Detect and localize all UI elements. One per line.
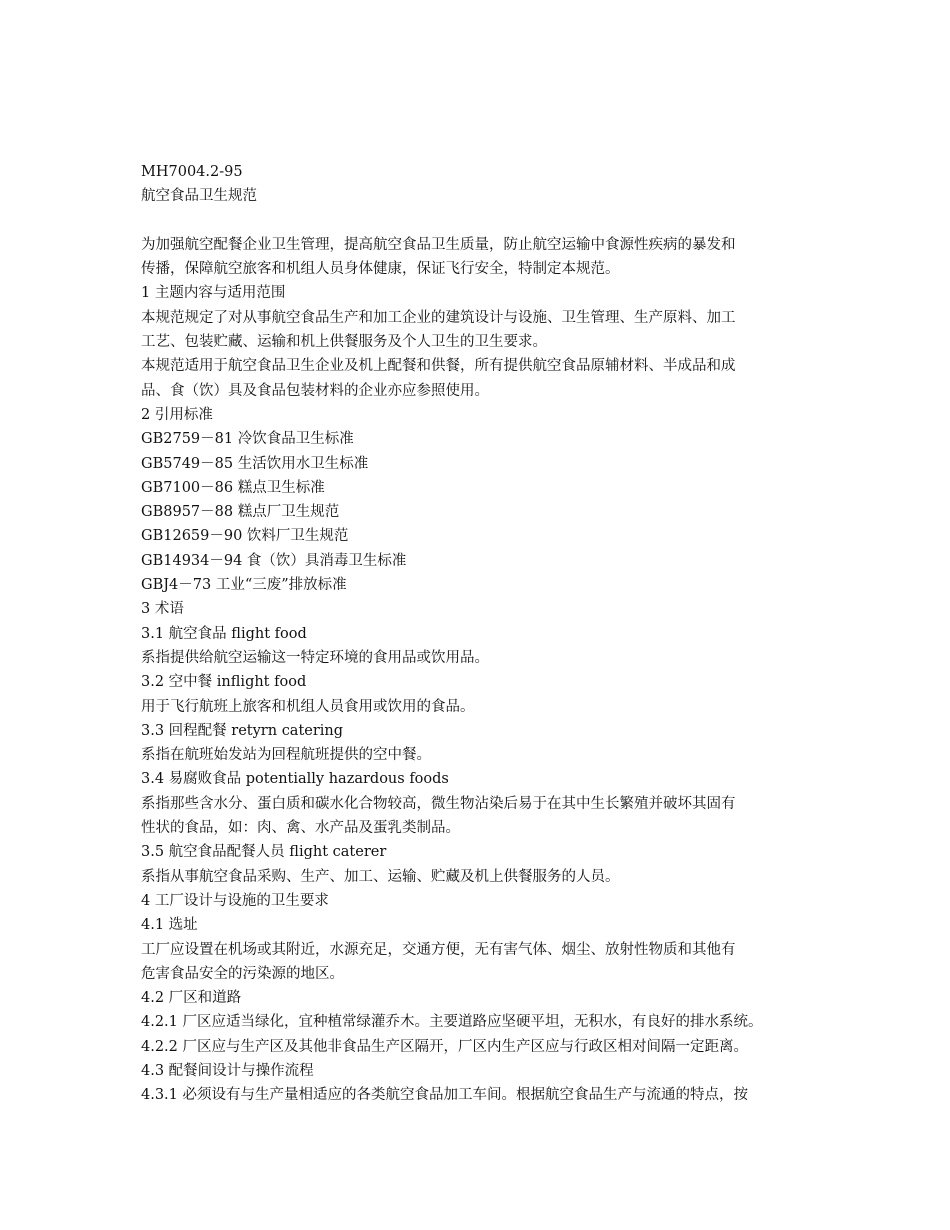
text-line: 系指提供给航空运输这一特定环境的食用品或饮用品。 [141, 649, 489, 666]
standard-reference: GB5749－85 生活饮用水卫生标准 [141, 455, 369, 472]
text-line: 系指从事航空食品采购、生产、加工、运输、贮藏及机上供餐服务的人员。 [141, 868, 620, 885]
text-line: 危害食品安全的污染源的地区。 [141, 965, 344, 982]
term-heading: 3.4 易腐败食品 potentially hazardous foods [141, 771, 449, 788]
document-title: 航空食品卫生规范 [141, 188, 257, 205]
document-body [141, 233, 820, 1108]
term-heading: 3.3 回程配餐 retyrn catering [141, 722, 344, 739]
term-heading: 3.2 空中餐 inflight food [141, 674, 307, 691]
text-line: 性状的食品，如：肉、禽、水产品及蛋乳类制品。 [141, 820, 460, 837]
standard-reference: GB14934－94 食（饮）具消毒卫生标准 [141, 552, 407, 569]
text-line: 用于飞行航班上旅客和机组人员食用或饮用的食品。 [141, 698, 475, 715]
subsection-heading: 4.1 选址 [141, 917, 198, 934]
document-code: MH7004.2-95 [141, 164, 243, 180]
subsection-heading: 4.3 配餐间设计与操作流程 [141, 1062, 314, 1079]
term-heading: 3.5 航空食品配餐人员 flight caterer [141, 844, 387, 861]
text-line: 工厂应设置在机场或其附近，水源充足，交通方便，无有害气体、烟尘、放射性物质和其他有 [141, 941, 736, 958]
blank-line [141, 209, 820, 233]
subsection-heading: 4.2 厂区和道路 [141, 990, 242, 1007]
text-line: 本规范规定了对从事航空食品生产和加工企业的建筑设计与设施、卫生管理、生产原料、加工 [141, 309, 736, 326]
text-line: 工艺、包装贮藏、运输和机上供餐服务及个人卫生的卫生要求。 [141, 334, 547, 351]
term-heading: 3.1 航空食品 flight food [141, 625, 307, 642]
standard-reference: GB12659－90 饮料厂卫生规范 [141, 528, 349, 545]
section-heading: 1 主题内容与适用范围 [141, 285, 286, 302]
text-line: 系指那些含水分、蛋白质和碳水化合物较高，微生物沾染后易于在其中生长繁殖并破坏其固有 [141, 795, 736, 812]
text-line: 为加强航空配餐企业卫生管理，提高航空食品卫生质量，防止航空运输中食源性疾病的暴发和 [141, 236, 736, 253]
section-heading: 4 工厂设计与设施的卫生要求 [141, 892, 329, 909]
standard-reference: GB7100－86 糕点卫生标准 [141, 479, 325, 496]
section-heading: 3 术语 [141, 601, 184, 618]
text-line: 本规范适用于航空食品卫生企业及机上配餐和供餐，所有提供航空食品原辅材料、半成品和成 [141, 358, 736, 375]
text-line: 4.2.1 厂区应适当绿化，宜种植常绿灌乔木。主要道路应坚硬平坦，无积水，有良好的排水系统。 [141, 1014, 763, 1031]
section-heading: 2 引用标准 [141, 406, 213, 423]
text-line: 品、食（饮）具及食品包装材料的企业亦应参照使用。 [141, 382, 489, 399]
text-line: 系指在航班始发站为回程航班提供的空中餐。 [141, 747, 431, 764]
text-line: 4.3.1 必须设有与生产量相适应的各类航空食品加工车间。根据航空食品生产与流通的特点，按 [141, 1087, 748, 1104]
standard-reference: GB8957－88 糕点厂卫生规范 [141, 504, 340, 521]
text-line: 传播，保障航空旅客和机组人员身体健康，保证飞行安全，特制定本规范。 [141, 261, 620, 278]
standard-reference: GBJ4－73 工业“三废”排放标准 [141, 577, 347, 594]
text-line: 4.2.2 厂区应与生产区及其他非食品生产区隔开，厂区内生产区应与行政区相对间隔一定距离。 [141, 1038, 748, 1055]
standard-reference: GB2759－81 冷饮食品卫生标准 [141, 431, 354, 448]
